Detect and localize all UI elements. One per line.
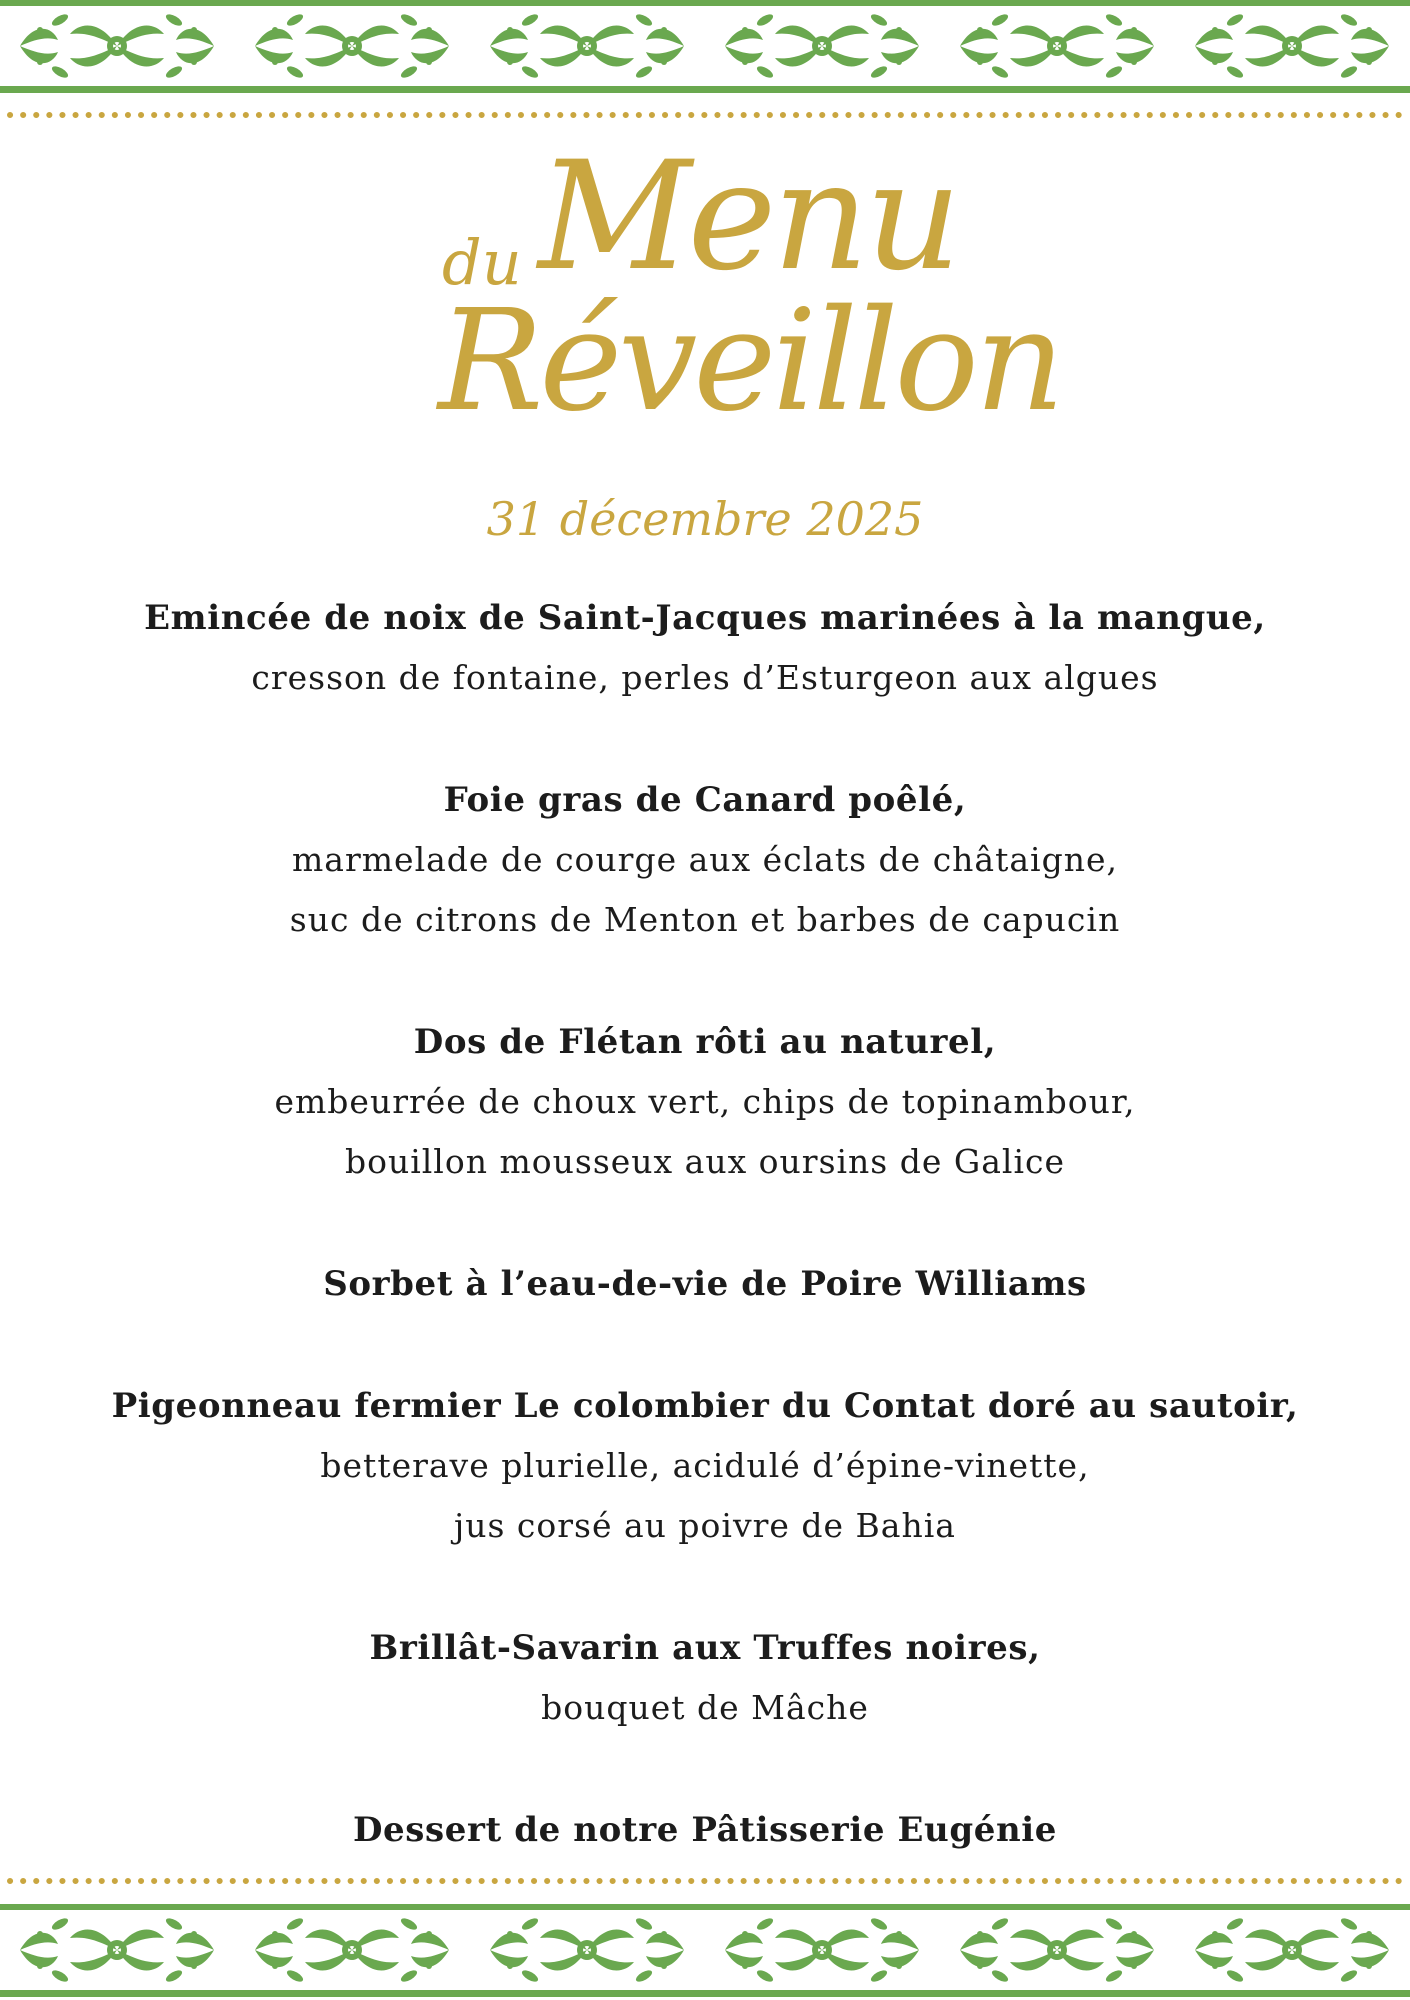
title-menu: Menu bbox=[538, 130, 958, 304]
course-detail: embeurrée de choux vert, chips de topinambour, bbox=[274, 1082, 1136, 1121]
course-4 bbox=[0, 1254, 1410, 1314]
course-dish: Brillât-Savarin aux Truffes noires, bbox=[369, 1628, 1041, 1668]
course-dish: Foie gras de Canard poêlé, bbox=[443, 780, 967, 820]
course-5 bbox=[0, 1376, 1410, 1556]
course-detail: marmelade de courge aux éclats de châtaigne, bbox=[292, 840, 1118, 879]
course-dish: Sorbet à l’eau-de-vie de Poire Williams bbox=[323, 1264, 1087, 1304]
course-6 bbox=[0, 1618, 1410, 1738]
course-1 bbox=[0, 588, 1410, 708]
course-dish: Dessert de notre Pâtisserie Eugénie bbox=[352, 1810, 1058, 1850]
menu-courses bbox=[0, 588, 1410, 1860]
title-reveillon: Réveillon bbox=[438, 280, 1061, 443]
course-detail: suc de citrons de Menton et barbes de capucin bbox=[289, 900, 1121, 939]
bottom-dotted-line bbox=[0, 1874, 1410, 1888]
course-dish: Emincée de noix de Saint-Jacques marinées à la mangue, bbox=[144, 598, 1266, 638]
course-detail: bouquet de Mâche bbox=[541, 1688, 869, 1727]
title-du: du bbox=[442, 226, 522, 299]
course-detail: bouillon mousseux aux oursins de Galice bbox=[344, 1142, 1066, 1181]
bottom-floral-border bbox=[0, 1904, 1410, 2000]
menu-date: 31 décembre 2025 bbox=[486, 492, 924, 546]
course-dish: Pigeonneau fermier Le colombier du Contat doré au sautoir, bbox=[111, 1386, 1299, 1426]
top-floral-border bbox=[0, 0, 1410, 96]
course-detail: jus corsé au poivre de Bahia bbox=[454, 1506, 956, 1545]
top-dotted-line bbox=[0, 108, 1410, 122]
course-dish: Dos de Flétan rôti au naturel, bbox=[413, 1022, 997, 1062]
course-3 bbox=[0, 1012, 1410, 1192]
course-7 bbox=[0, 1800, 1410, 1860]
course-detail: betterave plurielle, acidulé d’épine-vinette, bbox=[320, 1446, 1090, 1485]
course-detail: cresson de fontaine, perles d’Esturgeon aux algues bbox=[251, 658, 1159, 697]
course-2 bbox=[0, 770, 1410, 950]
